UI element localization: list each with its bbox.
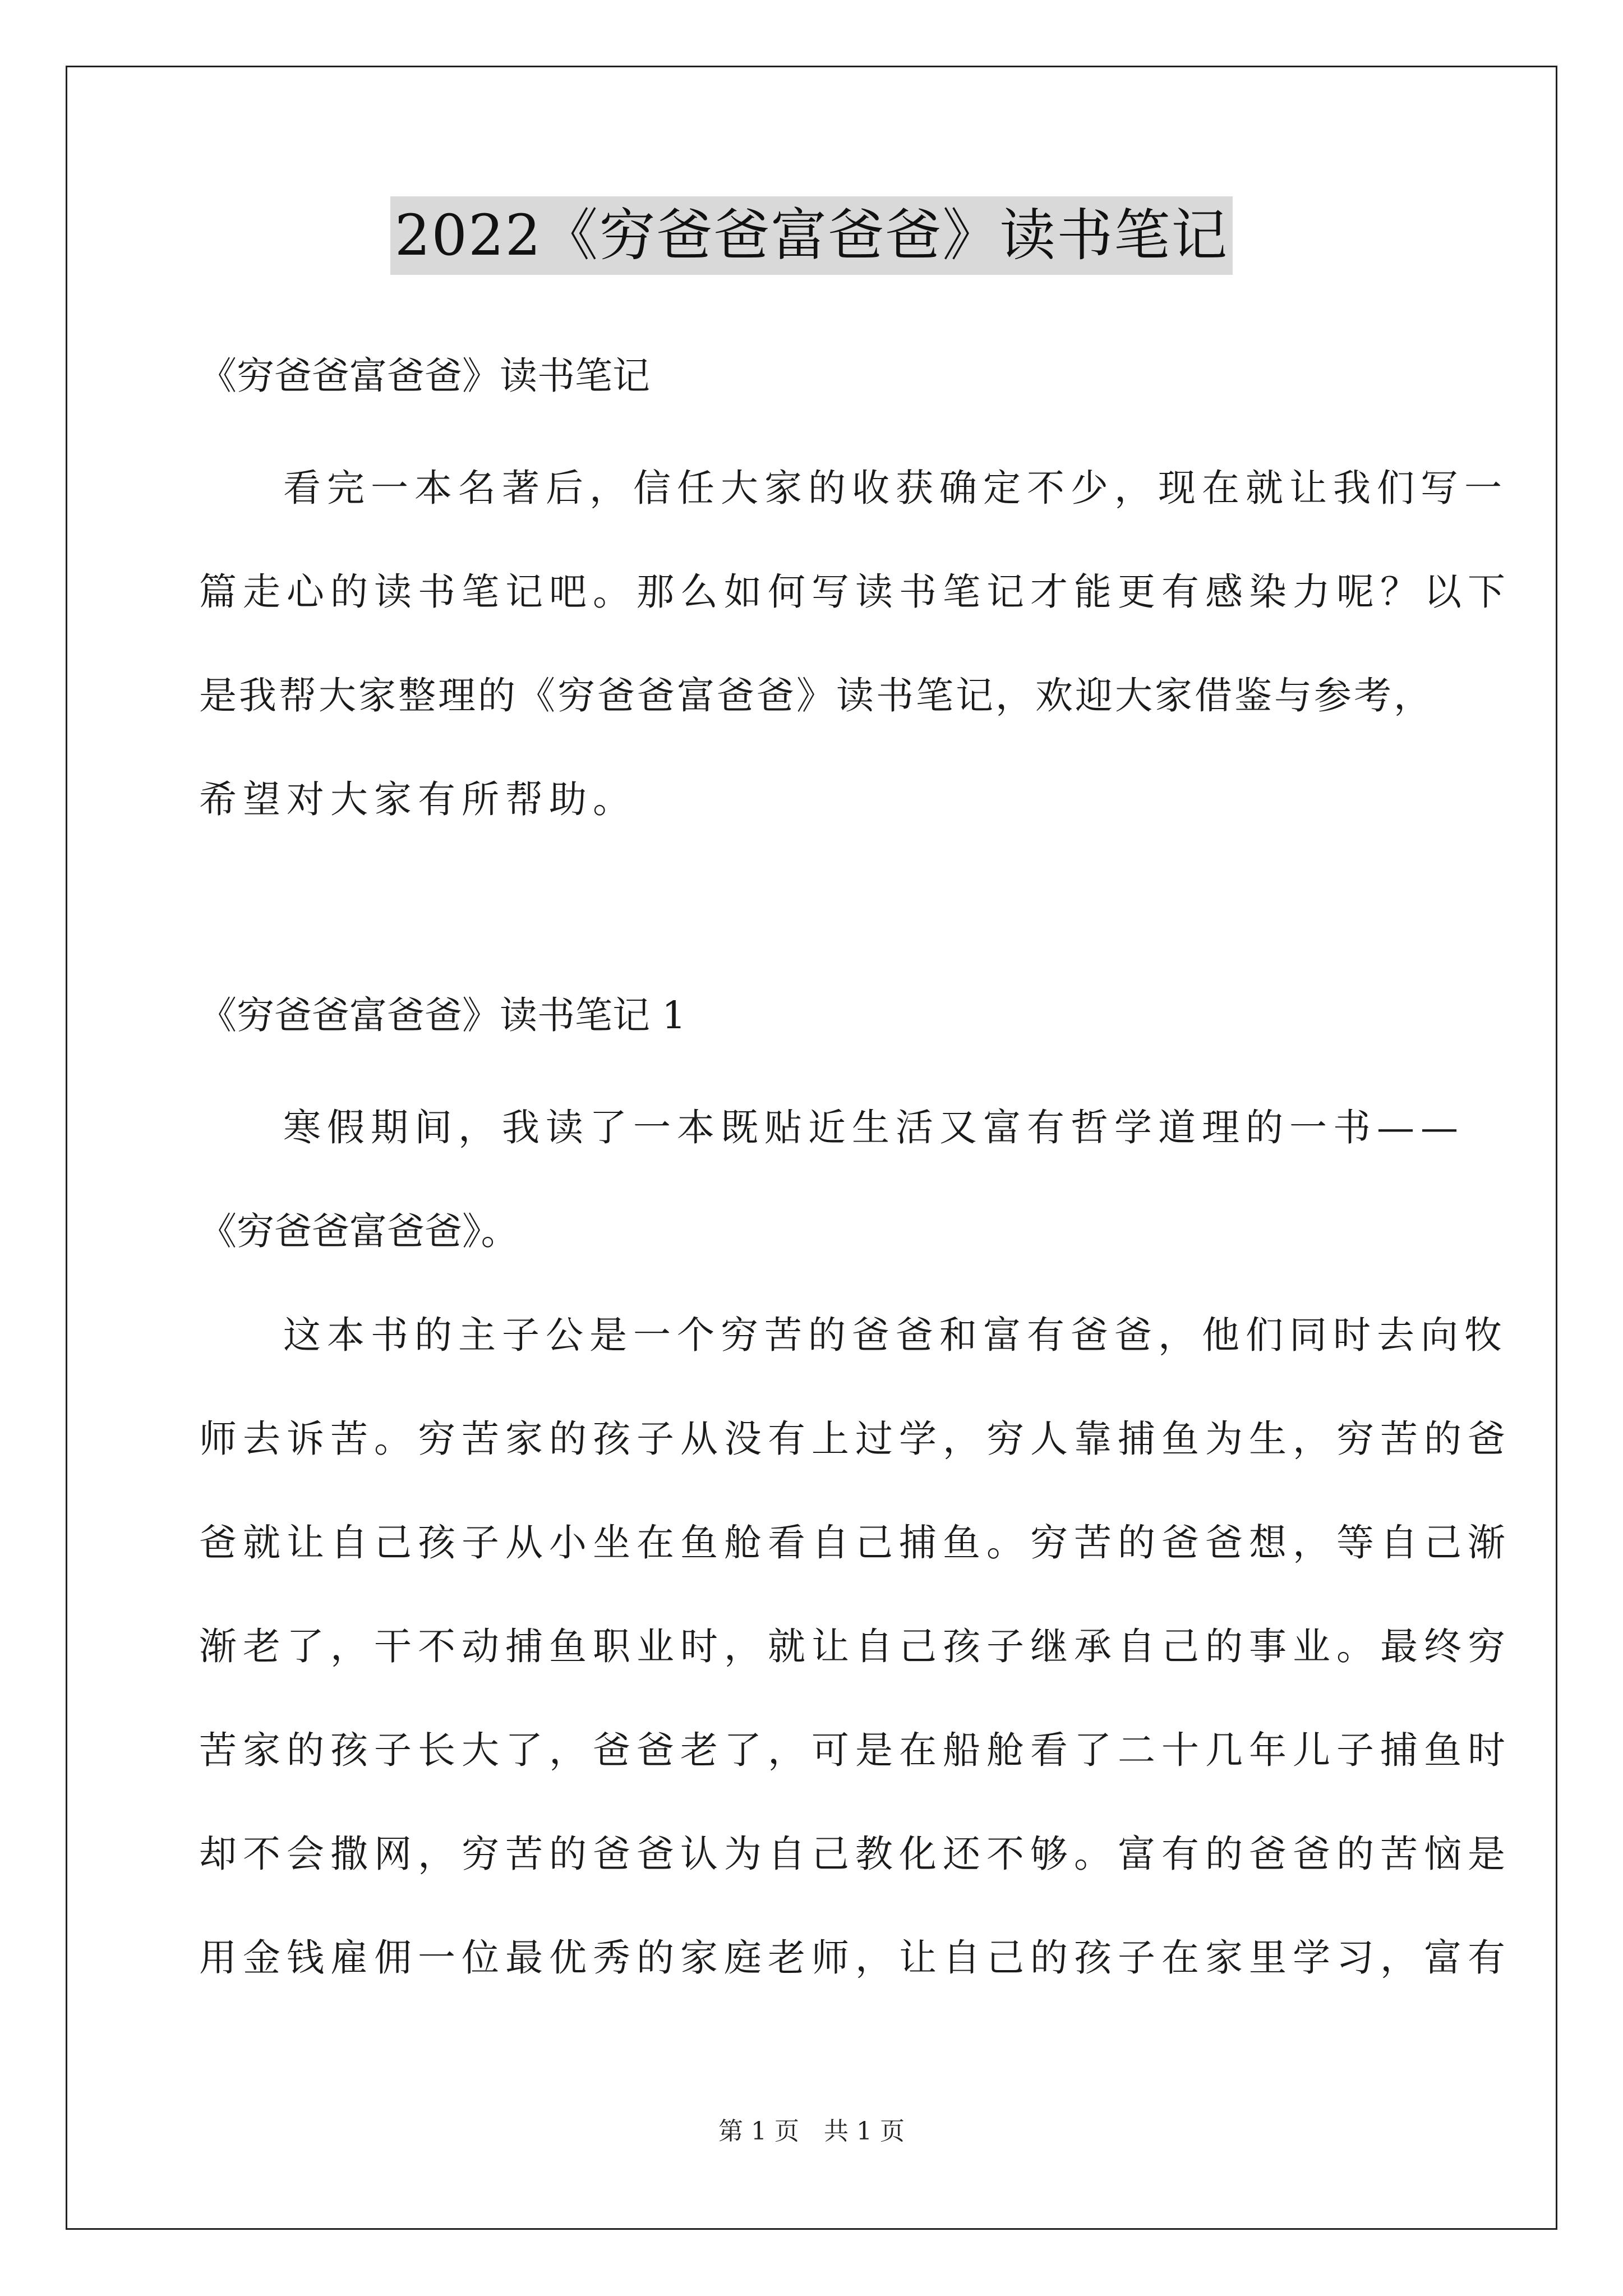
title-container — [0, 196, 1623, 275]
para2-line-1: 这本书的主子公是一个穷苦的爸爸和富有爸爸，他们同时去向牧 — [283, 1313, 1508, 1357]
para2-line-5: 苦家的孩子长大了，爸爸老了，可是在船舱看了二十几年儿子捕鱼时 — [199, 1728, 1511, 1772]
document-title: 2022《穷爸爸富爸爸》读书笔记 — [390, 196, 1233, 275]
para1-line-1: 寒假期间，我读了一本既贴近生活又富有哲学道理的一书—— — [283, 1106, 1464, 1149]
intro-line-2: 篇走心的读书笔记吧。那么如何写读书笔记才能更有感染力呢？以下 — [199, 570, 1511, 614]
para1-line-2: 《穷爸爸富爸爸》。 — [199, 1209, 519, 1253]
para2-line-4: 渐老了，干不动捕鱼职业时，就让自己孩子继承自己的事业。最终穷 — [199, 1625, 1511, 1668]
page-footer: 第 1 页 共 1 页 — [718, 2117, 905, 2146]
intro-line-3: 是我帮大家整理的《穷爸爸富爸爸》读书笔记，欢迎大家借鉴与参考， — [199, 674, 1433, 717]
para2-line-6: 却不会撒网，穷苦的爸爸认为自己教化还不够。富有的爸爸的苦恼是 — [199, 1832, 1511, 1876]
intro-line-4: 希望对大家有所帮助。 — [199, 777, 637, 821]
para2-line-7: 用金钱雇佣一位最优秀的家庭老师，让自己的孩子在家里学习，富有 — [199, 1936, 1511, 1980]
intro-heading: 《穷爸爸富爸爸》读书笔记 — [199, 354, 650, 398]
para2-line-2: 师去诉苦。穷苦家的孩子从没有上过学，穷人靠捕鱼为生，穷苦的爸 — [199, 1417, 1511, 1461]
section-heading-1: 《穷爸爸富爸爸》读书笔记 1 — [199, 993, 686, 1037]
para2-line-3: 爸就让自己孩子从小坐在鱼舱看自己捕鱼。穷苦的爸爸想，等自己渐 — [199, 1521, 1511, 1565]
intro-line-1: 看完一本名著后，信任大家的收获确定不少，现在就让我们写一 — [283, 466, 1508, 510]
